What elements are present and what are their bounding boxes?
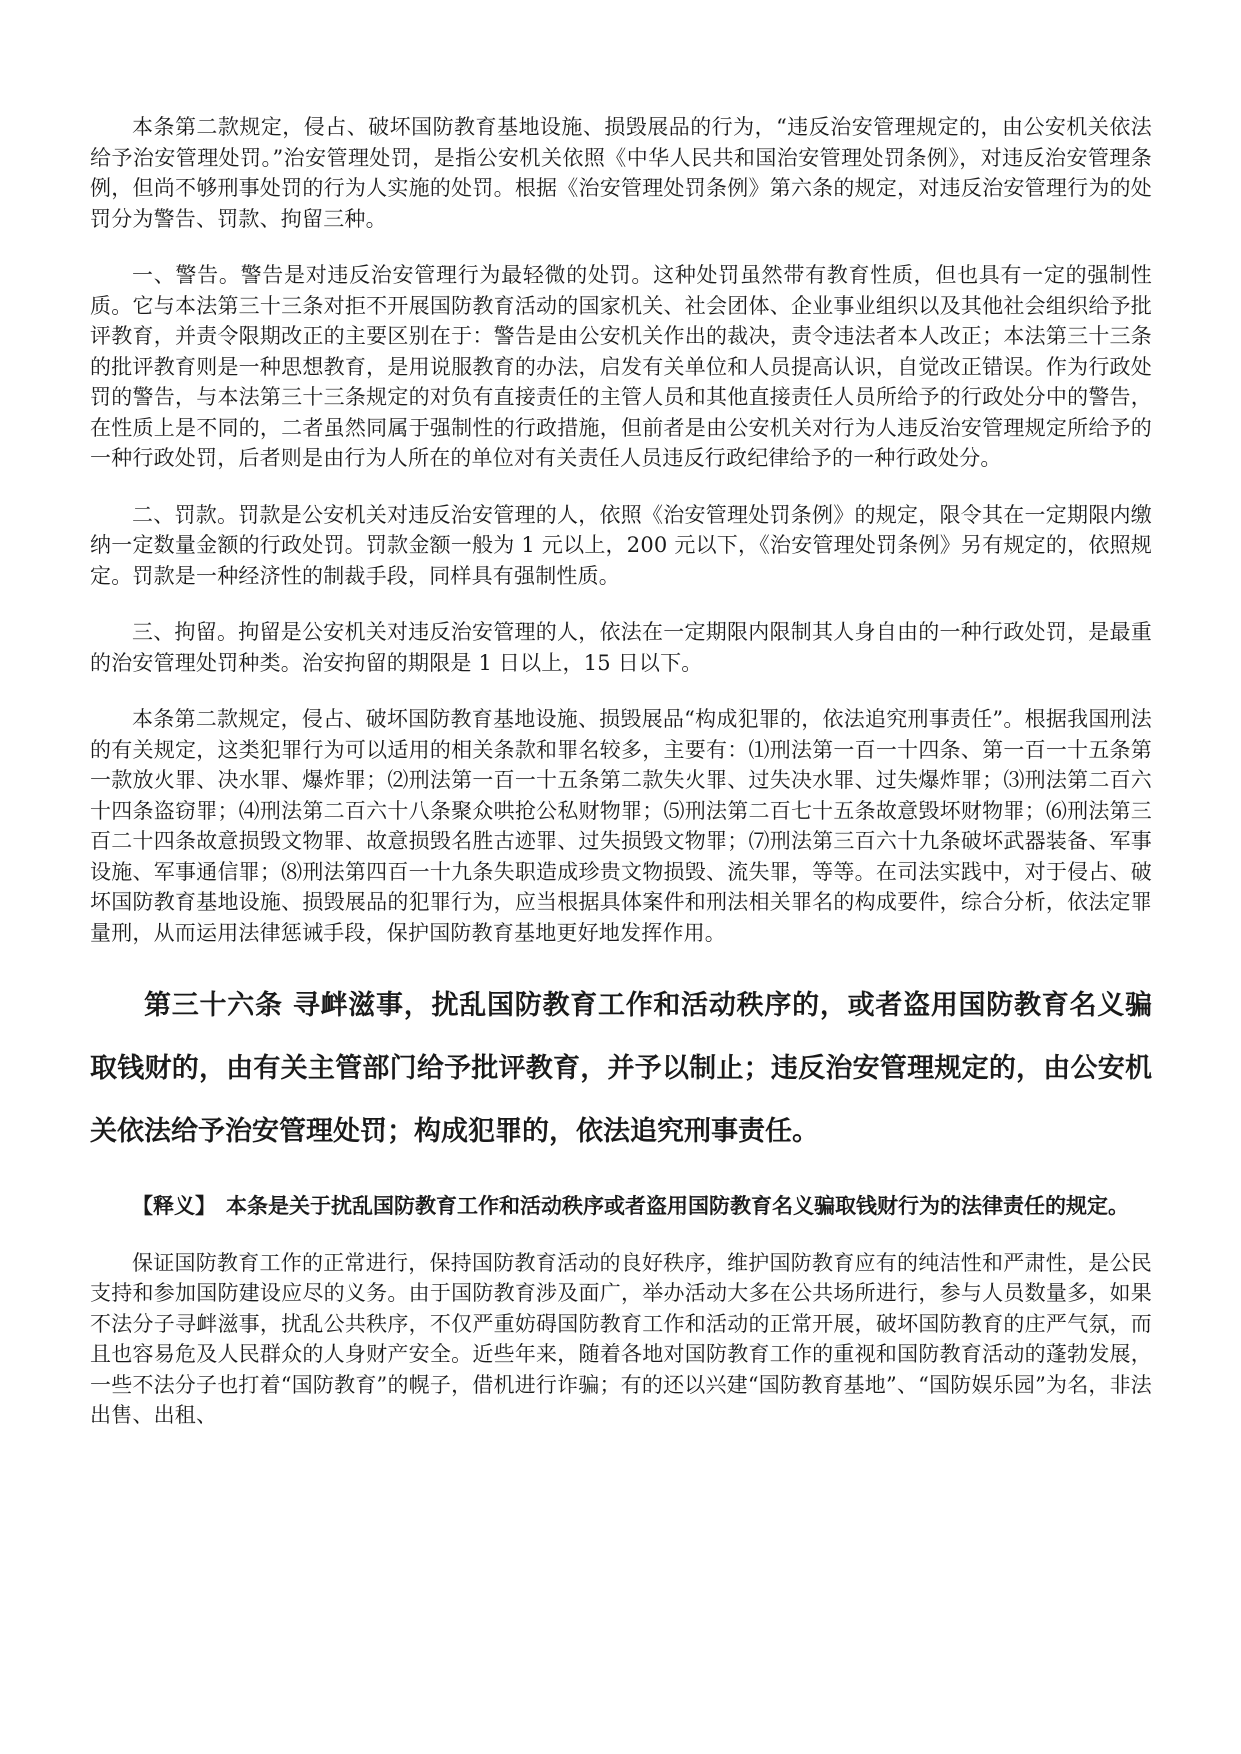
interpretation-tag: 【释义】 bbox=[132, 1193, 216, 1218]
interpretation-paragraph bbox=[90, 1191, 1152, 1222]
document-page bbox=[90, 112, 1152, 1457]
interpretation-text: 本条是关于扰乱国防教育工作和活动秩序或者盗用国防教育名义骗取钱财行为的法律责任的规定。 bbox=[226, 1193, 1129, 1218]
paragraph-detention: 三、拘留。拘留是公安机关对违反治安管理的人，依法在一定期限内限制其人身自由的一种行政处罚，是最重的治安管理处罚种类。治安拘留的期限是 1 日以上，15 日以下。 bbox=[90, 620, 1152, 675]
paragraph-article-36-explanation: 保证国防教育工作的正常进行，保持国防教育活动的良好秩序，维护国防教育应有的纯洁性和严肃性，是公民支持和参加国防建设应尽的义务。由于国防教育涉及面广，举办活动大多在公共场所进行，参与人员数量多，如果不法分子寻衅滋事，扰乱公共秩序，不仅严重妨碍国防教育工作和活动的正常开展，破坏国防教育的庄严气氛，而且也容易危及人民群众的人身财产安全。近些年来，随着各地对国防教育工作的重视和国防教育活动的蓬勃发展，一些不法分子也打着“国防教育”的幌子，借机进行诈骗；有的还以兴建“国防教育基地”、“国防娱乐园”为名，非法出售、出租、 bbox=[90, 1250, 1153, 1427]
paragraph-second-clause-intro: 本条第二款规定，侵占、破坏国防教育基地设施、损毁展品的行为，“违反治安管理规定的，由公安机关依法给予治安管理处罚。”治安管理处罚，是指公安机关依照《中华人民共和国治安管理处罚条例》，对违反治安管理条例，但尚不够刑事处罚的行为人实施的处罚。根据《治安管理处罚条例》第六条的规定，对违反治安管理行为的处罚分为警告、罚款、拘留三种。 bbox=[90, 115, 1152, 231]
paragraph-criminal-liability: 本条第二款规定，侵占、破坏国防教育基地设施、损毁展品“构成犯罪的，依法追究刑事责任”。根据我国刑法的有关规定，这类犯罪行为可以适用的相关条款和罪名较多，主要有：⑴刑法第一百一十四条、第一百一十五条第一款放火罪、决水罪、爆炸罪；⑵刑法第一百一十五条第二款失火罪、过失决水罪、过失爆炸罪；⑶刑法第二百六十四条盗窃罪；⑷刑法第二百六十八条聚众哄抢公私财物罪；⑸刑法第二百七十五条故意毁坏财物罪；⑹刑法第三百二十四条故意损毁文物罪、故意损毁名胜古迹罪、过失损毁文物罪；⑺刑法第三百六十九条破坏武器装备、军事设施、军事通信罪；⑻刑法第四百一十九条失职造成珍贵文物损毁、流失罪，等等。在司法实践中，对于侵占、破坏国防教育基地设施、损毁展品的犯罪行为，应当根据具体案件和刑法相关罪名的构成要件，综合分析，依法定罪量刑，从而运用法律惩诫手段，保护国防教育基地更好地发挥作用。 bbox=[90, 707, 1152, 945]
article-36-heading: 第三十六条 寻衅滋事，扰乱国防教育工作和活动秩序的，或者盗用国防教育名义骗取钱财的，由有关主管部门给予批评教育，并予以制止；违反治安管理规定的，由公安机关依法给予治安管理处罚；构成犯罪的，依法追究刑事责任。 bbox=[90, 990, 1152, 1147]
paragraph-fine: 二、罚款。罚款是公安机关对违反治安管理的人，依照《治安管理处罚条例》的规定，限令其在一定期限内缴纳一定数量金额的行政处罚。罚款金额一般为 1 元以上，200 元以下，《治安管理处罚条例》另有规定的，依照规定。罚款是一种经济性的制裁手段，同样具有强制性质。 bbox=[90, 502, 1152, 588]
paragraph-warning: 一、警告。警告是对违反治安管理行为最轻微的处罚。这种处罚虽然带有教育性质，但也具有一定的强制性质。它与本法第三十三条对拒不开展国防教育活动的国家机关、社会团体、企业事业组织以及其他社会组织给予批评教育，并责令限期改正的主要区别在于：警告是由公安机关作出的裁决，责令违法者本人改正；本法第三十三条的批评教育则是一种思想教育，是用说服教育的办法，启发有关单位和人员提高认识，自觉改正错误。作为行政处罚的警告，与本法第三十三条规定的对负有直接责任的主管人员和其他直接责任人员所给予的行政处分中的警告，在性质上是不同的，二者虽然同属于强制性的行政措施，但前者是由公安机关对行为人违反治安管理规定所给予的一种行政处罚，后者则是由行为人所在的单位对有关责任人员违反行政纪律给予的一种行政处分。 bbox=[90, 263, 1152, 470]
